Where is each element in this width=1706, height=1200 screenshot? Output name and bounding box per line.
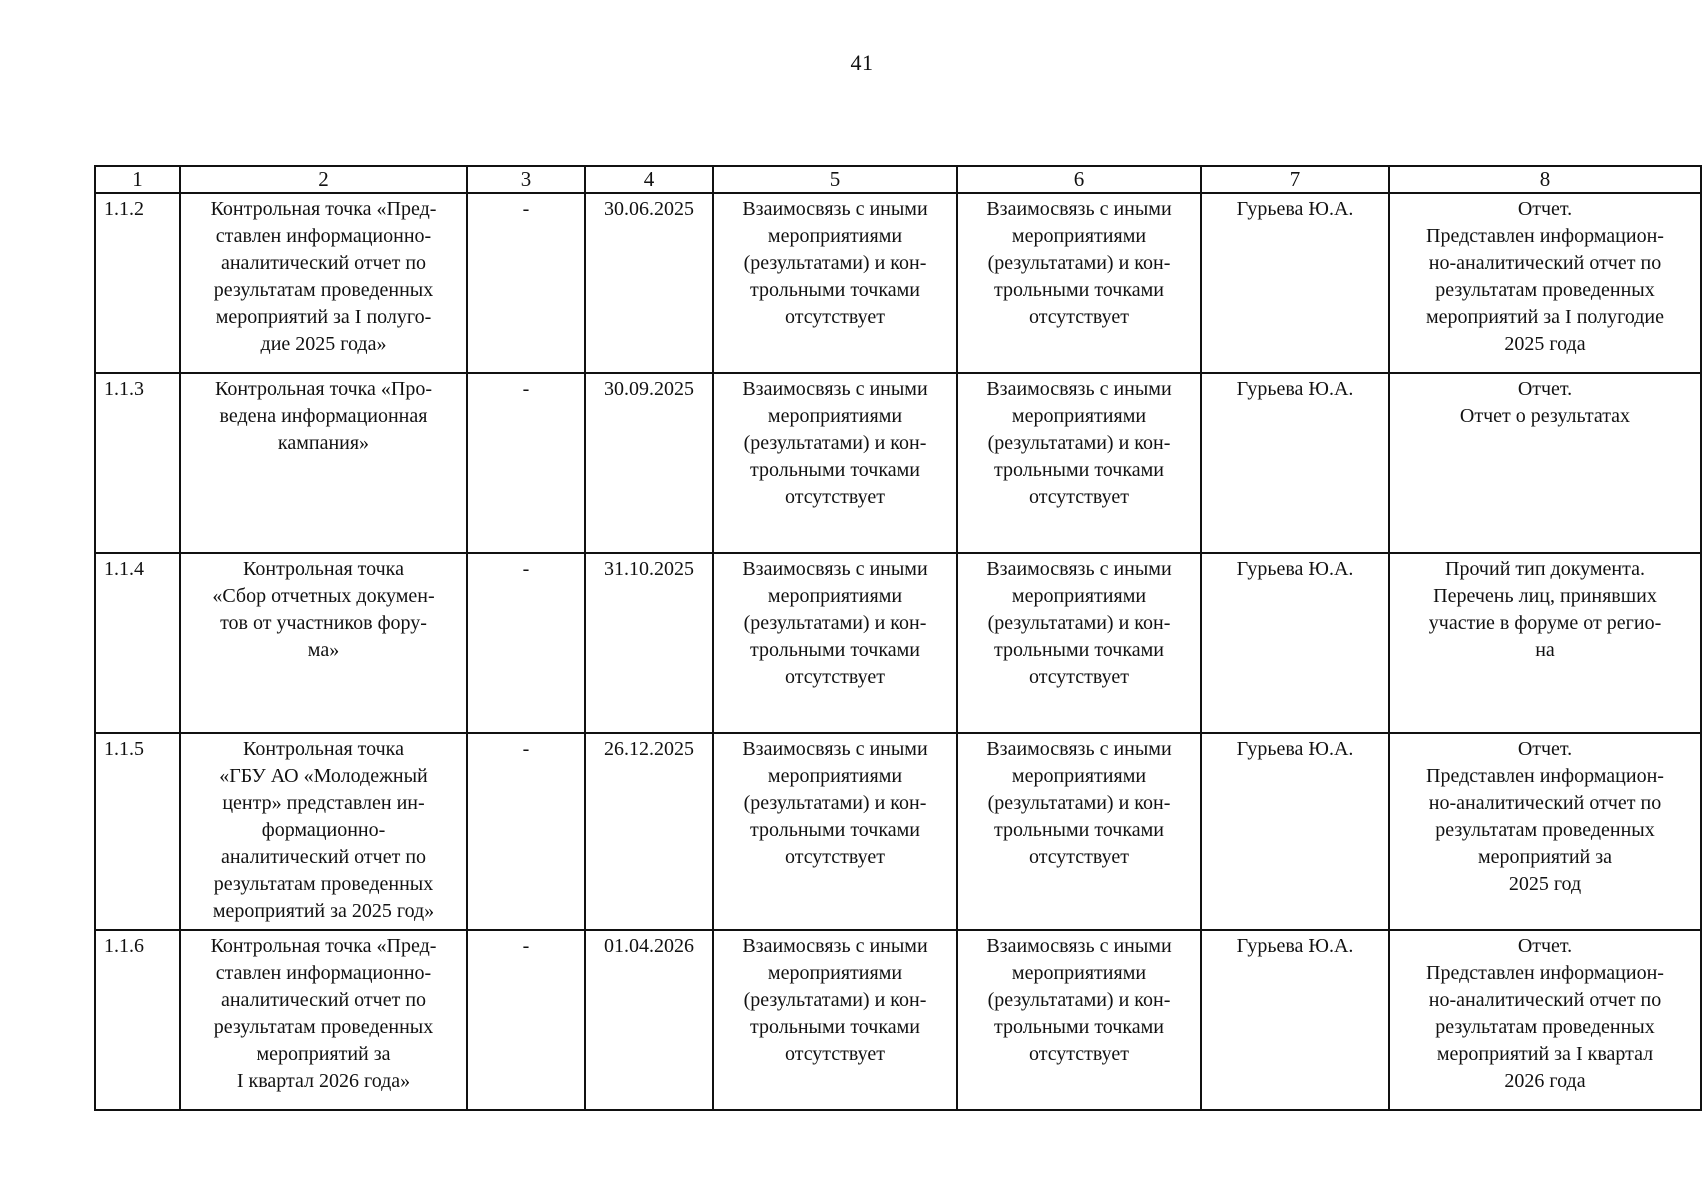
- control-point-name: Контрольная точка «Пред- ставлен информационно- аналитический отчет по результатам проведенных мероприятий за I квартал 2026 года»: [180, 930, 467, 1110]
- column-3-value: -: [467, 193, 585, 373]
- relation-column-5: Взаимосвязь с иными мероприятиями (результатами) и кон- трольными точками отсутствует: [713, 733, 957, 930]
- page-number: 41: [850, 50, 874, 75]
- responsible-person: Гурьева Ю.А.: [1201, 930, 1389, 1110]
- control-point-name: Контрольная точка «Пред- ставлен информационно- аналитический отчет по результатам проведенных мероприятий за I полуго- дие 2025 года»: [180, 193, 467, 373]
- relation-column-5: Взаимосвязь с иными мероприятиями (результатами) и кон- трольными точками отсутствует: [713, 930, 957, 1110]
- result-document: Отчет. Представлен информацион- но-аналитический отчет по результатам проведенных мероприятий за I полугодие 2025 года: [1389, 193, 1701, 373]
- table-row: [95, 733, 1701, 930]
- result-document: Отчет. Отчет о результатах: [1389, 373, 1701, 553]
- control-point-name: Контрольная точка «ГБУ АО «Молодежный центр» представлен ин- формационно- аналитический отчет по результатам проведенных мероприятий за 2025 год»: [180, 733, 467, 930]
- result-document: Отчет. Представлен информацион- но-аналитический отчет по результатам проведенных мероприятий за 2025 год: [1389, 733, 1701, 930]
- row-number: 1.1.3: [95, 373, 180, 553]
- deadline-date: 26.12.2025: [585, 733, 713, 930]
- control-point-name: Контрольная точка «Про- ведена информационная кампания»: [180, 373, 467, 553]
- column-header-1: 1: [95, 166, 180, 193]
- result-document: Прочий тип документа. Перечень лиц, принявших участие в форуме от регио- на: [1389, 553, 1701, 733]
- responsible-person: Гурьева Ю.А.: [1201, 193, 1389, 373]
- relation-column-5: Взаимосвязь с иными мероприятиями (результатами) и кон- трольными точками отсутствует: [713, 553, 957, 733]
- relation-column-5: Взаимосвязь с иными мероприятиями (результатами) и кон- трольными точками отсутствует: [713, 193, 957, 373]
- relation-column-6: Взаимосвязь с иными мероприятиями (результатами) и кон- трольными точками отсутствует: [957, 930, 1201, 1110]
- table-row: [95, 930, 1701, 1110]
- column-header-2: 2: [180, 166, 467, 193]
- control-points-table: [94, 165, 1702, 1111]
- table-row: [95, 553, 1701, 733]
- column-3-value: -: [467, 733, 585, 930]
- column-3-value: -: [467, 373, 585, 553]
- row-number: 1.1.5: [95, 733, 180, 930]
- row-number: 1.1.2: [95, 193, 180, 373]
- table-header-row: [95, 166, 1701, 193]
- table-row: [95, 193, 1701, 373]
- column-header-5: 5: [713, 166, 957, 193]
- relation-column-5: Взаимосвязь с иными мероприятиями (результатами) и кон- трольными точками отсутствует: [713, 373, 957, 553]
- control-point-name: Контрольная точка «Сбор отчетных докумен- тов от участников фору- ма»: [180, 553, 467, 733]
- responsible-person: Гурьева Ю.А.: [1201, 733, 1389, 930]
- column-3-value: -: [467, 553, 585, 733]
- column-header-4: 4: [585, 166, 713, 193]
- relation-column-6: Взаимосвязь с иными мероприятиями (результатами) и кон- трольными точками отсутствует: [957, 733, 1201, 930]
- row-number: 1.1.4: [95, 553, 180, 733]
- column-header-8: 8: [1389, 166, 1701, 193]
- responsible-person: Гурьева Ю.А.: [1201, 373, 1389, 553]
- control-points-table-wrapper: [94, 165, 1700, 1111]
- column-header-7: 7: [1201, 166, 1389, 193]
- deadline-date: 30.06.2025: [585, 193, 713, 373]
- column-3-value: -: [467, 930, 585, 1110]
- table-row: [95, 373, 1701, 553]
- relation-column-6: Взаимосвязь с иными мероприятиями (результатами) и кон- трольными точками отсутствует: [957, 373, 1201, 553]
- column-header-3: 3: [467, 166, 585, 193]
- row-number: 1.1.6: [95, 930, 180, 1110]
- deadline-date: 01.04.2026: [585, 930, 713, 1110]
- column-header-6: 6: [957, 166, 1201, 193]
- deadline-date: 30.09.2025: [585, 373, 713, 553]
- relation-column-6: Взаимосвязь с иными мероприятиями (результатами) и кон- трольными точками отсутствует: [957, 193, 1201, 373]
- relation-column-6: Взаимосвязь с иными мероприятиями (результатами) и кон- трольными точками отсутствует: [957, 553, 1201, 733]
- result-document: Отчет. Представлен информацион- но-аналитический отчет по результатам проведенных мероприятий за I квартал 2026 года: [1389, 930, 1701, 1110]
- deadline-date: 31.10.2025: [585, 553, 713, 733]
- responsible-person: Гурьева Ю.А.: [1201, 553, 1389, 733]
